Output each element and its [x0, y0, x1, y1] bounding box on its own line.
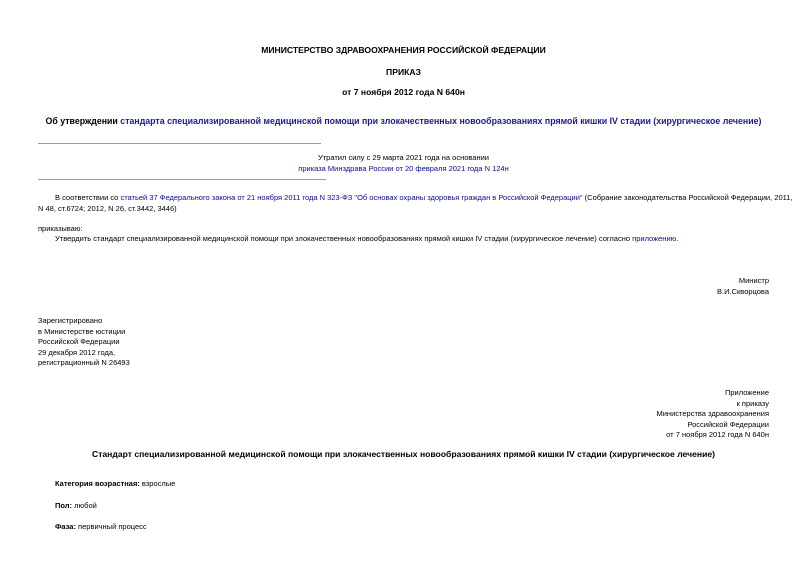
registration-block	[38, 316, 130, 369]
appendix-block	[657, 388, 770, 441]
sex-value: любой	[72, 501, 97, 510]
title-prefix: Об утверждении	[45, 116, 121, 126]
divider-top	[38, 143, 321, 144]
appendix-line: Российской Федерации	[687, 419, 769, 429]
signature-position: Министр	[738, 276, 769, 285]
standard-title: Стандарт специализированной медицинской помощи при злокачественных новообразованиях прямой кишки IV стадии (хирургическое лечение)	[91, 449, 715, 459]
registration-line: 29 декабря 2012 года,	[38, 347, 116, 357]
title-standard-link[interactable]: стандарта специализированной медицинской помощи при злокачественных новообразованиях прямой кишки IV стадии (хирургическое лечение)	[120, 116, 762, 126]
sex-label: Пол:	[55, 501, 73, 510]
age-category-field	[55, 479, 175, 490]
appendix-line: от 7 ноября 2012 года N 640н	[666, 430, 769, 439]
age-category-value: взрослые	[139, 479, 176, 488]
phase-field	[55, 522, 147, 533]
preamble-prefix: В соответствии со	[55, 193, 121, 202]
document-title	[0, 116, 807, 126]
order-word: приказываю:	[38, 224, 83, 233]
sex-field	[55, 501, 97, 512]
approval-period: .	[676, 234, 679, 243]
federal-law-link[interactable]: статьей 37 Федерального закона от 21 ноября 2011 года N 323-ФЗ "Об основах охраны здоровья граждан в Российской Федерации"	[120, 193, 583, 202]
phase-value: первичный процесс	[75, 522, 147, 531]
doc-date-heading: от 7 ноября 2012 года N 640н	[342, 87, 465, 97]
signature-name: В.И.Скворцова	[717, 287, 769, 296]
preamble-suffix: (Собрание законодательства Российской Федерации, 2011,	[582, 193, 793, 202]
registration-line: Российской Федерации	[38, 337, 120, 346]
approval-paragraph	[55, 234, 678, 245]
registration-line: в Министерстве юстиции	[38, 326, 126, 336]
appendix-line: Приложение	[725, 388, 769, 397]
phase-label: Фаза:	[55, 522, 76, 531]
preamble-line2: N 48, ст.6724; 2012, N 26, ст.3442, 3446)	[38, 204, 177, 213]
approval-text: Утвердить стандарт специализированной медицинской помощи при злокачественных новообразованиях прямой кишки IV стадии (хирургическое лечение) согласно	[55, 234, 633, 243]
age-category-label: Категория возрастная:	[55, 479, 140, 488]
appendix-line: Министерства здравоохранения	[656, 409, 769, 418]
registration-line: Зарегистрировано	[38, 316, 103, 325]
repeal-order-link[interactable]: приказа Минздрава России от 20 февраля 2021 года N 124н	[298, 164, 509, 173]
appendix-link[interactable]: приложению	[632, 234, 677, 243]
status-note: Утратил силу с 29 марта 2021 года на основании	[317, 153, 489, 162]
preamble-paragraph	[55, 193, 793, 204]
divider-bottom	[38, 179, 326, 180]
ministry-heading: МИНИСТЕРСТВО ЗДРАВООХРАНЕНИЯ РОССИЙСКОЙ ФЕДЕРАЦИИ	[261, 45, 546, 55]
doc-type-heading: ПРИКАЗ	[386, 67, 421, 77]
appendix-line: к приказу	[736, 398, 769, 408]
status-note-line2	[0, 164, 807, 175]
registration-line: регистрационный N 26493	[38, 358, 130, 367]
